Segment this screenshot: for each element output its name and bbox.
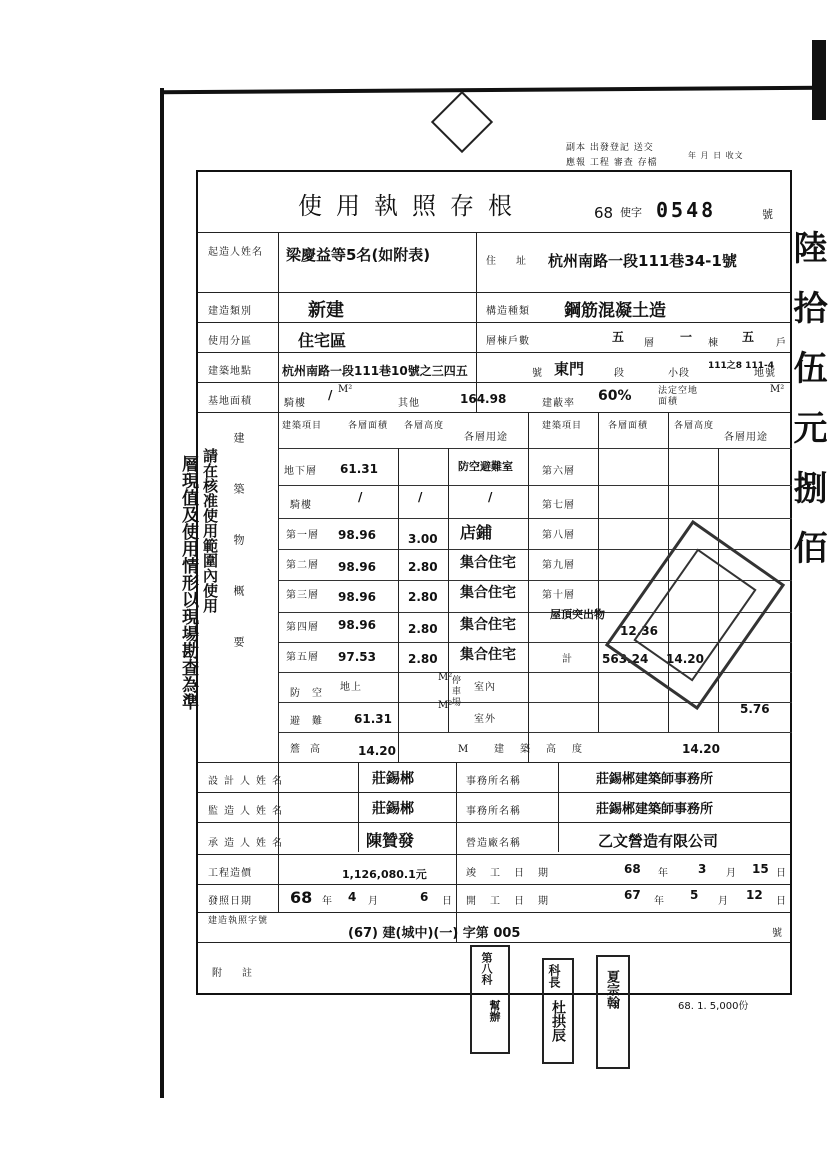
floor-name-8: 第八層 [542,530,575,541]
value-permit: (67) 建(城中)(一) 字第 005 [348,926,521,941]
stamp-text-3: 科長 [547,964,561,988]
value-use-zone: 住宅區 [298,331,347,350]
value-issue-m: 4 [348,890,357,904]
value-total-height: 14.20 [666,652,704,666]
label-nian-2: 年 [322,896,333,907]
value-start-m: 5 [690,888,699,902]
floor-use-2: 集合住宅 [460,555,516,571]
value-arcade-area: / [328,388,333,402]
value-coverage: 60% [598,388,632,404]
label-complete: 竣工日期 [466,868,562,879]
label-nian-3: 年 [654,896,665,907]
value-contractor: 陳贊發 [366,831,415,850]
label-duan: 段 [614,368,625,379]
label-ri-1: 日 [776,868,787,879]
label-location: 建築地點 [208,366,252,377]
col-height: 各層高度 [404,421,445,431]
col-use: 各層用途 [464,432,508,443]
permit-word: 使字 [620,206,642,219]
floor-height-5: 2.80 [408,652,438,666]
floor-name-10: 第十層 [542,590,575,601]
col-area: 各層面積 [348,421,389,431]
value-company: 乙文營造有限公司 [598,832,719,850]
value-eaves: 14.20 [358,744,396,758]
label-structure: 構造種類 [486,306,530,317]
value-address: 杭州南路一段111巷34-1號 [548,252,737,270]
label-dong: 棟 [708,338,719,349]
value-location: 杭州南路一段111巷10號之三四五 [282,364,468,378]
permit-year: 68 [594,204,614,222]
floor-name-total: 計 [562,654,573,665]
col-floor: 建築項目 [282,421,323,431]
value-issue-y: 68 [290,888,313,907]
label-evacuation: 避難 [290,716,334,727]
value-designer-firm: 莊錫郴建築師事務所 [596,772,714,787]
label-use-zone: 使用分區 [208,336,252,347]
label-other: 其他 [398,398,420,409]
floor-height-3: 2.80 [408,590,438,604]
margin-note: 層現值及使用情形以現場勘查為準 [178,455,198,710]
right-edge-char-4: 元 [787,410,827,470]
roof-area: 12.36 [620,624,658,638]
label-address: 住址 [486,256,546,267]
right-edge-char-2: 拾 [787,290,827,350]
label-ri-3: 日 [776,896,787,907]
floor-area-5: 97.53 [338,650,376,664]
top-stamp-text-2: 應報 工程 審查 存檔 [566,158,658,168]
floor-name-4: 第四層 [286,622,319,633]
value-floors: 五 [612,330,625,344]
scan-edge-top [160,86,820,95]
value-builder: 梁慶益等5名(如附表) [286,246,431,264]
label-firm-2: 事務所名稱 [466,806,521,817]
label-builder: 起造人姓名 [208,247,263,258]
scan-edge-left [160,88,164,1098]
scan-edge-right [812,40,826,120]
floor-use-b1: 防空避難室 [458,460,513,473]
value-supervisor-firm: 莊錫郴建築師事務所 [596,802,714,817]
unit-m2-arcade: M² [338,384,353,395]
value-structure: 鋼筋混凝土造 [564,301,666,321]
label-yue-2: 月 [368,896,379,907]
label-coverage: 建蔽率 [542,398,575,409]
permit-number: 0548 [656,198,717,222]
floor-height-4: 2.80 [408,622,438,636]
top-stamp-diamond [431,91,493,153]
label-contractor: 承造人姓名 [208,838,288,849]
value-bldgs: 一 [680,330,693,344]
label-hao-loc: 號 [532,368,543,379]
value-complete-y: 68 [624,862,641,876]
floor-name-arcade: 騎樓 [290,500,312,511]
diagonal-stamp-mark [600,500,800,740]
floor-use-1: 店鋪 [460,523,493,542]
label-xiaoduan: 小段 [668,368,690,379]
floor-area-4: 98.96 [338,618,376,632]
floor-use-5: 集合住宅 [460,647,516,663]
value-lot: 111之8 111-4 [708,361,774,371]
floor-area-arcade: / [358,490,363,504]
value-issue-d: 6 [420,890,429,904]
value-cost: 1,126,080.1元 [342,868,427,881]
unit-m-eaves: M [458,744,469,755]
unit-m2-legal: M² [770,384,785,395]
top-right-text: 年 月 日 收文 [688,151,744,160]
floor-area-2: 98.96 [338,560,376,574]
stamp-text-2: 幫辦 [488,1000,501,1022]
label-cost: 工程造價 [208,868,252,879]
label-hu: 戶 [776,338,787,349]
value-total-area: 563.24 [602,652,649,666]
right-edge-char-1: 陸 [787,230,827,290]
value-start-d: 12 [746,888,763,902]
value-designer: 莊錫郴 [372,771,414,787]
label-yue-3: 月 [718,896,729,907]
floor-name-9: 第九層 [542,560,575,571]
value-complete-m: 3 [698,862,707,876]
label-issue: 發照日期 [208,896,252,907]
value-shelter-above: 地上 [340,682,362,693]
stamp-text-4: 杜拱辰 [550,1000,566,1042]
label-ri-2: 日 [442,896,453,907]
label-building: 建築物概要 [232,432,245,687]
label-parking: 停車場 [452,676,463,708]
floor-name-7: 第七層 [542,500,575,511]
floor-name-2: 第二層 [286,560,319,571]
label-note: 附註 [212,968,272,979]
value-evacuation-area: 61.31 [354,712,392,726]
value-build-type: 新建 [308,300,344,321]
col-floor-r: 建築項目 [542,421,583,431]
label-arcade-top: 騎樓 [284,398,306,409]
floor-name-3: 第三層 [286,590,319,601]
floor-height-arcade: / [418,490,423,504]
floor-area-b1: 61.31 [340,462,378,476]
right-edge-char-3: 伍 [787,350,827,410]
label-start: 開工日期 [466,896,562,907]
floor-name-5: 第五層 [286,652,319,663]
col-use-r: 各層用途 [724,432,768,443]
margin-note-2: 請在核准使用範圍內使用 [201,448,219,613]
value-site-area: 164.98 [460,392,507,406]
label-hao-permit: 號 [772,928,783,939]
floor-area-1: 98.96 [338,528,376,542]
value-complete-d: 15 [752,862,769,876]
floor-name-b1: 地下層 [284,466,317,477]
floor-height-1: 3.00 [408,532,438,546]
right-edge-char-6: 佰 [787,530,827,590]
label-build-type: 建造類別 [208,306,252,317]
floor-name-6: 第六層 [542,466,575,477]
label-company: 營造廠名稱 [466,838,521,849]
label-ceng: 層 [644,338,655,349]
right-edge-chars [787,230,832,850]
unit-m2-evacuation: M² [438,700,453,711]
form-title: 使用執照存根 [298,192,526,220]
col-height-r: 各層高度 [674,421,715,431]
floor-use-3: 集合住宅 [460,585,516,601]
stamp-text-1: 第八科 [480,952,493,985]
label-shelter: 防空 [290,688,334,699]
permit-hao: 號 [762,208,773,221]
label-floors-units: 層棟戶數 [486,336,530,347]
label-nian-1: 年 [658,868,669,879]
roof-height: 5.76 [740,702,770,716]
label-supervisor: 監造人姓名 [208,806,288,817]
label-site-area: 基地面積 [208,396,252,407]
label-designer: 設計人姓名 [208,776,288,787]
value-section: 東門 [554,360,585,378]
roof-label: 屋頂突出物 [550,608,605,621]
unit-m2-shelter: M² [438,672,453,683]
footer-print-info: 68. 1. 5,000份 [678,1001,749,1012]
label-firm-1: 事務所名稱 [466,776,521,787]
floor-area-3: 98.96 [338,590,376,604]
col-area-r: 各層面積 [608,421,649,431]
value-bldg-height: 14.20 [682,742,720,756]
value-units: 五 [742,330,755,344]
label-yue-1: 月 [726,868,737,879]
label-bldg-height: 建築高度 [494,744,598,755]
label-dihao: 地號 [754,368,776,379]
label-legal-area: 法定空地面積 [658,386,699,407]
floor-use-arcade: / [488,490,493,504]
floor-name-1: 第一層 [286,530,319,541]
value-start-y: 67 [624,888,641,902]
floor-height-2: 2.80 [408,560,438,574]
top-stamp-text: 副本 出發登記 送交 [566,143,654,153]
label-eaves: 簷高 [290,744,330,755]
label-permit-no: 建造執照字號 [208,916,269,926]
floor-use-4: 集合住宅 [460,617,516,633]
value-supervisor: 莊錫郴 [372,801,414,817]
label-outdoor: 室外 [474,714,496,725]
right-edge-char-5: 捌 [787,470,827,530]
label-indoor: 室內 [474,682,496,693]
stamp-text-5: 夏宗翰 [604,970,619,1009]
